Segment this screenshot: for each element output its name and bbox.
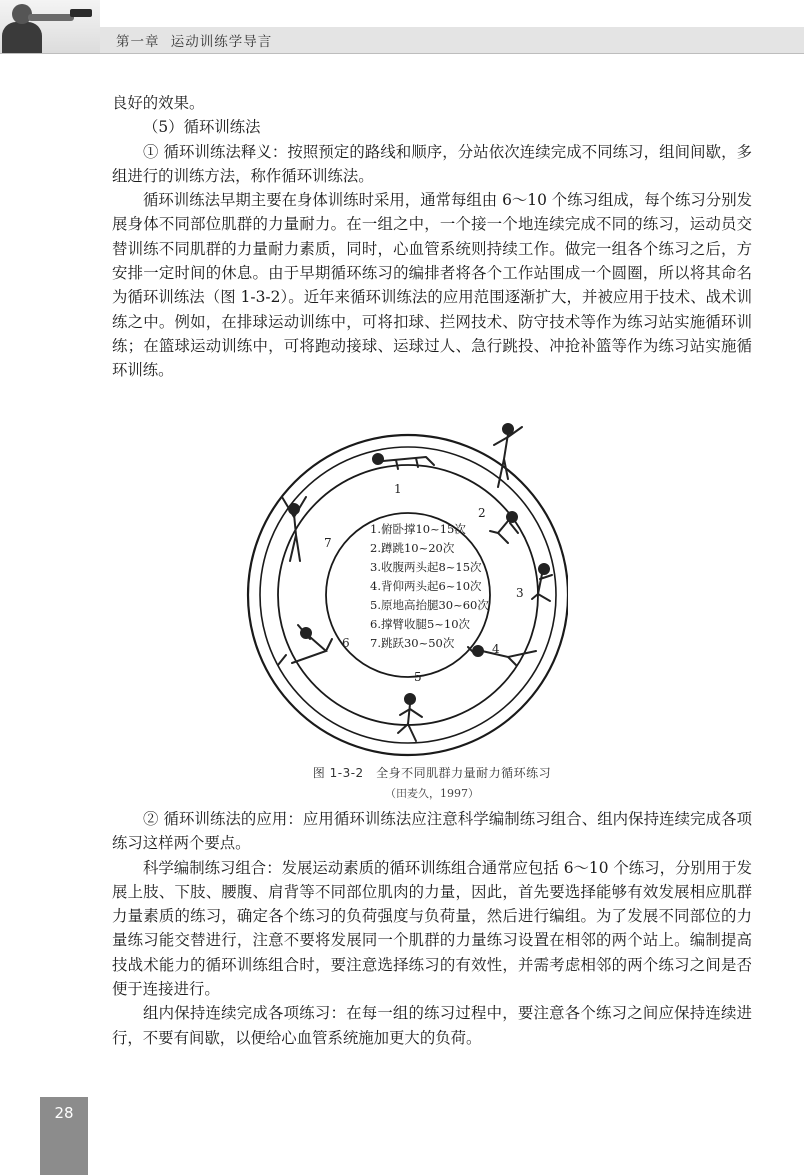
station-number-3: 3 bbox=[516, 586, 524, 600]
station-number-6: 6 bbox=[342, 636, 350, 650]
page-number: 28 bbox=[54, 1104, 74, 1122]
paragraph: ② 循环训练法的应用：应用循环训练法应注意科学编制练习组合、组内保持连续完成各项练习这样两个要点。 bbox=[112, 810, 752, 853]
figure-caption: 图 1-3-2 全身不同肌群力量耐力循环练习 bbox=[312, 766, 552, 780]
athlete-leg-tuck-icon bbox=[278, 625, 332, 665]
figure-source: （田麦久，1997） bbox=[385, 787, 479, 800]
exercise-item: 7.跳跃30~50次 bbox=[370, 636, 455, 650]
station-number-4: 4 bbox=[492, 642, 500, 656]
exercise-item: 5.原地高抬腿30~60次 bbox=[370, 598, 489, 612]
athlete-squat-jump-icon bbox=[490, 512, 518, 543]
paragraph: 组内保持连续完成各项练习：在每一组的练习过程中，要注意各个练习之间应保持连续进行，不要有间歇，以便给心血管系统施加更大的负荷。 bbox=[112, 1004, 752, 1047]
paragraph: 循环训练法早期主要在身体训练时采用，通常每组由 6～10 个练习组成，每个练习分别发展身体不同部位肌群的力量耐力。在一组之中，一个接一个地连续完成不同的练习，运动员交替训练不同肌群的力量耐力素质，同时，心血管系统则持续工作。做完一组各个练习之后，方安排一定时间的休息。由于早期循环练习的编排者将各个工作站围成一个圆圈，所以将其命名为循环训练法（图 1-3-2）。近年来循环训练法的应用范围逐渐扩大，并被应用于技术、战术训练之中。例如，在排球运动训练中，可将扣球、拦网技术、防守技术等作为练习站实施循环训练；在篮球运动训练中，可将跑动接球、运球过人、急行跳投、冲抢补篮等作为练习站实施循环训练。 bbox=[112, 191, 752, 380]
paragraph: ① 循环训练法释义：按照预定的路线和顺序，分站依次连续完成不同练习，组间间歇，多组进行的训练方法，称作循环训练法。 bbox=[112, 142, 752, 185]
chapter-header bbox=[116, 30, 272, 50]
shooter-photo bbox=[0, 0, 100, 53]
athlete-high-knees-icon bbox=[398, 694, 422, 741]
exercise-item: 2.蹲跳10~20次 bbox=[370, 541, 455, 555]
exercise-item: 6.撑臂收腿5~10次 bbox=[370, 617, 471, 631]
chapter-title: 运动训练学导言 bbox=[170, 34, 273, 50]
paragraph: 科学编制练习组合：发展运动素质的循环训练组合通常应包括 6～10 个练习，分别用于发展上肢、下肢、腰腹、肩背等不同部位肌肉的力量，因此，首先要选择能够有效发展相应肌群力量素质的练习，确定各个练习的负荷强度与负荷量，然后进行编组。为了发展不同部位的力量练习能交替进行，注意不要将发展同一个肌群的力量练习设置在相邻的两个站上。编制提高技战术能力的循环训练组合时，要注意选择练习的有效性，并需考虑相邻的两个练习之间是否便于连接进行。 bbox=[112, 858, 752, 999]
body-text-bottom bbox=[112, 807, 752, 1050]
exercise-item: 1.俯卧撑10~15次 bbox=[370, 522, 466, 536]
station-number-1: 1 bbox=[394, 482, 402, 496]
chapter-number: 第一章 bbox=[116, 34, 160, 50]
station-number-7: 7 bbox=[324, 536, 332, 550]
section-heading: （5）循环训练法 bbox=[143, 118, 261, 137]
exercise-item: 3.收腹两头起8~15次 bbox=[370, 560, 482, 574]
body-text-top bbox=[112, 91, 752, 383]
station-number-2: 2 bbox=[478, 506, 486, 520]
circuit-training-figure bbox=[246, 419, 568, 759]
exercise-item: 4.背仰两头起6~10次 bbox=[370, 579, 482, 593]
paragraph: 良好的效果。 bbox=[112, 94, 205, 112]
station-number-5: 5 bbox=[414, 670, 422, 684]
